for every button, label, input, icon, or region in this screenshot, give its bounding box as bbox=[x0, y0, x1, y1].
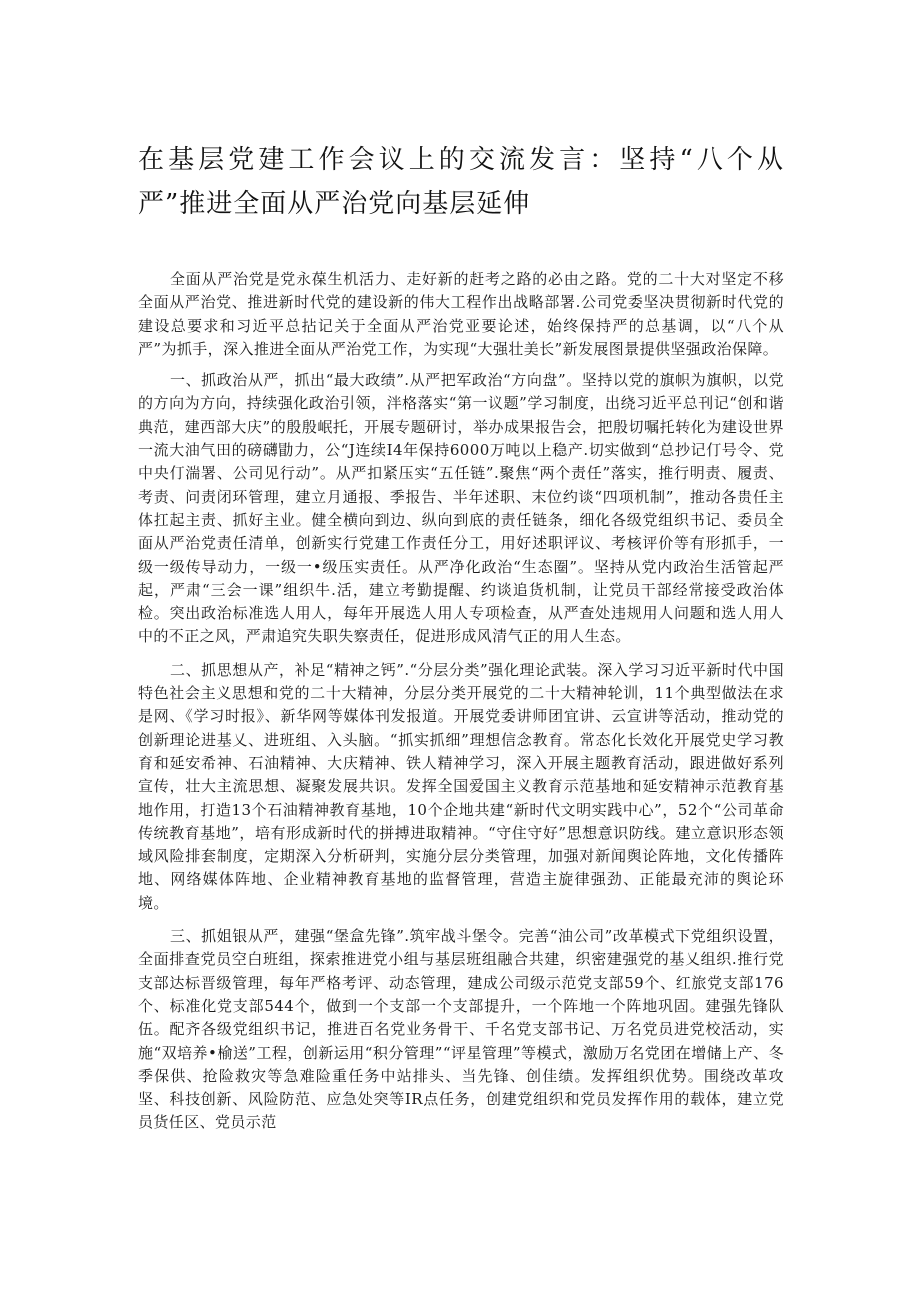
paragraph-intro: 全面从严治党是党永葆生机活力、走好新的赶考之路的必由之路。党的二十大对坚定不移全面从严治党、推进新时代党的建设新的伟大工程作出战略部署.公司党委坚决贯彻新时代党的建设总要求和习近平总拈记关于全面从严治党亚要论述，始终保持严的总基调，以“八个从严”为抓手，深入推进全面从严治党工作，为实现“大强壮美长”新发展图景提供坚强政治保障。 bbox=[138, 270, 784, 358]
paragraph-section-3: 三、抓姐银从严，建强“堡盒先锋”.筑牢战斗堡令。完善“油公司”改革模式下党组织设置，全面排查党员空白班组，探索推进党小组与基层班组融合共建，织密建强党的基乂组织.推行党支部达标晋级管理，每年严格考评、动态管理，建成公司级示范党支部59个、红旅党支部176个、标准化党支部544个，做到一个支部一个支部提升，一个阵地一个阵地巩固。建强先锋队伍。配齐各级党组织书记，推进百名党业务骨干、千名党支部书记、万名党员进党校活动，实施“双培养•榆送”工程，创新运用“积分管理”“评星管理”等模式，激励万名党团在增储上产、冬季保供、抢险救灾等急难险重任务中站排头、当先锋、创佳绩。发挥组织优势。围绕改革攻坚、科技创新、风险防范、应急处突等IR点任务，创建党组织和党员发挥作用的载体，建立党员货任区、党员示范 bbox=[138, 927, 784, 1132]
paragraph-section-1: 一、抓政治从严，抓出“最大政绩”.从严把军政治“方向盘”。坚持以党的旗帜为旗帜，以党的方向为方向，持续强化政治引领，泮格落实“第一议题”学习制度，出绕习近平总刊记“创和谐典范，建西部大庆”的殷殷岷托，开展专题研讨，举办成果报告会，把殷切嘱托转化为建设世界一流大油气田的磅礴勖力，公“J连续I4年保持6000万吨以上稳产.切实做到“总抄记仃号令、党中央仃湍署、公司见行动”。从严扣紧压实“五任链”.聚焦“两个责任”落实，推行明责、履责、考责、问责闭环管理，建立月通报、季报告、半年述职、末位约谈“四项机制”，推动各贵任主体扛起主责、抓好主业。健全横向到边、纵向到底的责任链条，细化各级党组织书记、委员全面从严治党责任清单，创新实行党建工作责任分工，用好述职评议、考核评价等有形抓手，一级一级传导动力，一级一•级压实责任。从严净化政治“生态圈”。坚持从党内政治生活管起严起，严肃“三会一课”组织牛.活，建立考勤提醒、约谈追货机制，让党员干部经常接受政治体检。突出政治标准选人用人，每年开展选人用人专项检查，从严查处违规用人问题和选人用人中的不正之风，严肃追究失职失察责任，促进形成风清气正的用人生态。 bbox=[138, 371, 784, 646]
paragraph-section-2: 二、抓思想从产，补足“精神之钙”.“分层分类”强化理论武装。深入学习习近平新时代中国特色社会主义思想和党的二十大精神，分层分类开展党的二十大精神轮训，11个典型做法在求是网、《学习时报》、新华网等媒体刊发报道。开展党委讲师团宜讲、云宣讲等活动，推动党的创新理论进基乂、进班组、入头脑。“抓实抓细”理想信念教育。常态化长效化开展党史学习教育和延安希神、石油精神、大庆精神、铁人精神学习，深入开展主题教育活动，跟进做好系列宣传，壮大主流思想、凝聚发展共识。发挥全国爱国主义教育示范基地和延安精神示范教育基地作用，打造13个石油精神教育基地，10个企地共建“新时代文明实践中心”，52个“公司革命传统教育基地”，培有形成新时代的拼搏进取精神。“守住守好”思想意识防线。建立意识形态领域风险排套制度，定期深入分析研判，实施分层分类管理，加强对新闻舆论阵地，文化传播阵地、网络媒体阵地、企业精神教育基地的监督管理，营造主旋律强劲、正能最充沛的舆论环境。 bbox=[138, 660, 784, 912]
document-title: 在基层党建工作会议上的交流发言：坚持“八个从严”推进全面从严治党向基层延伸 bbox=[138, 145, 784, 219]
document-page bbox=[138, 0, 784, 1135]
